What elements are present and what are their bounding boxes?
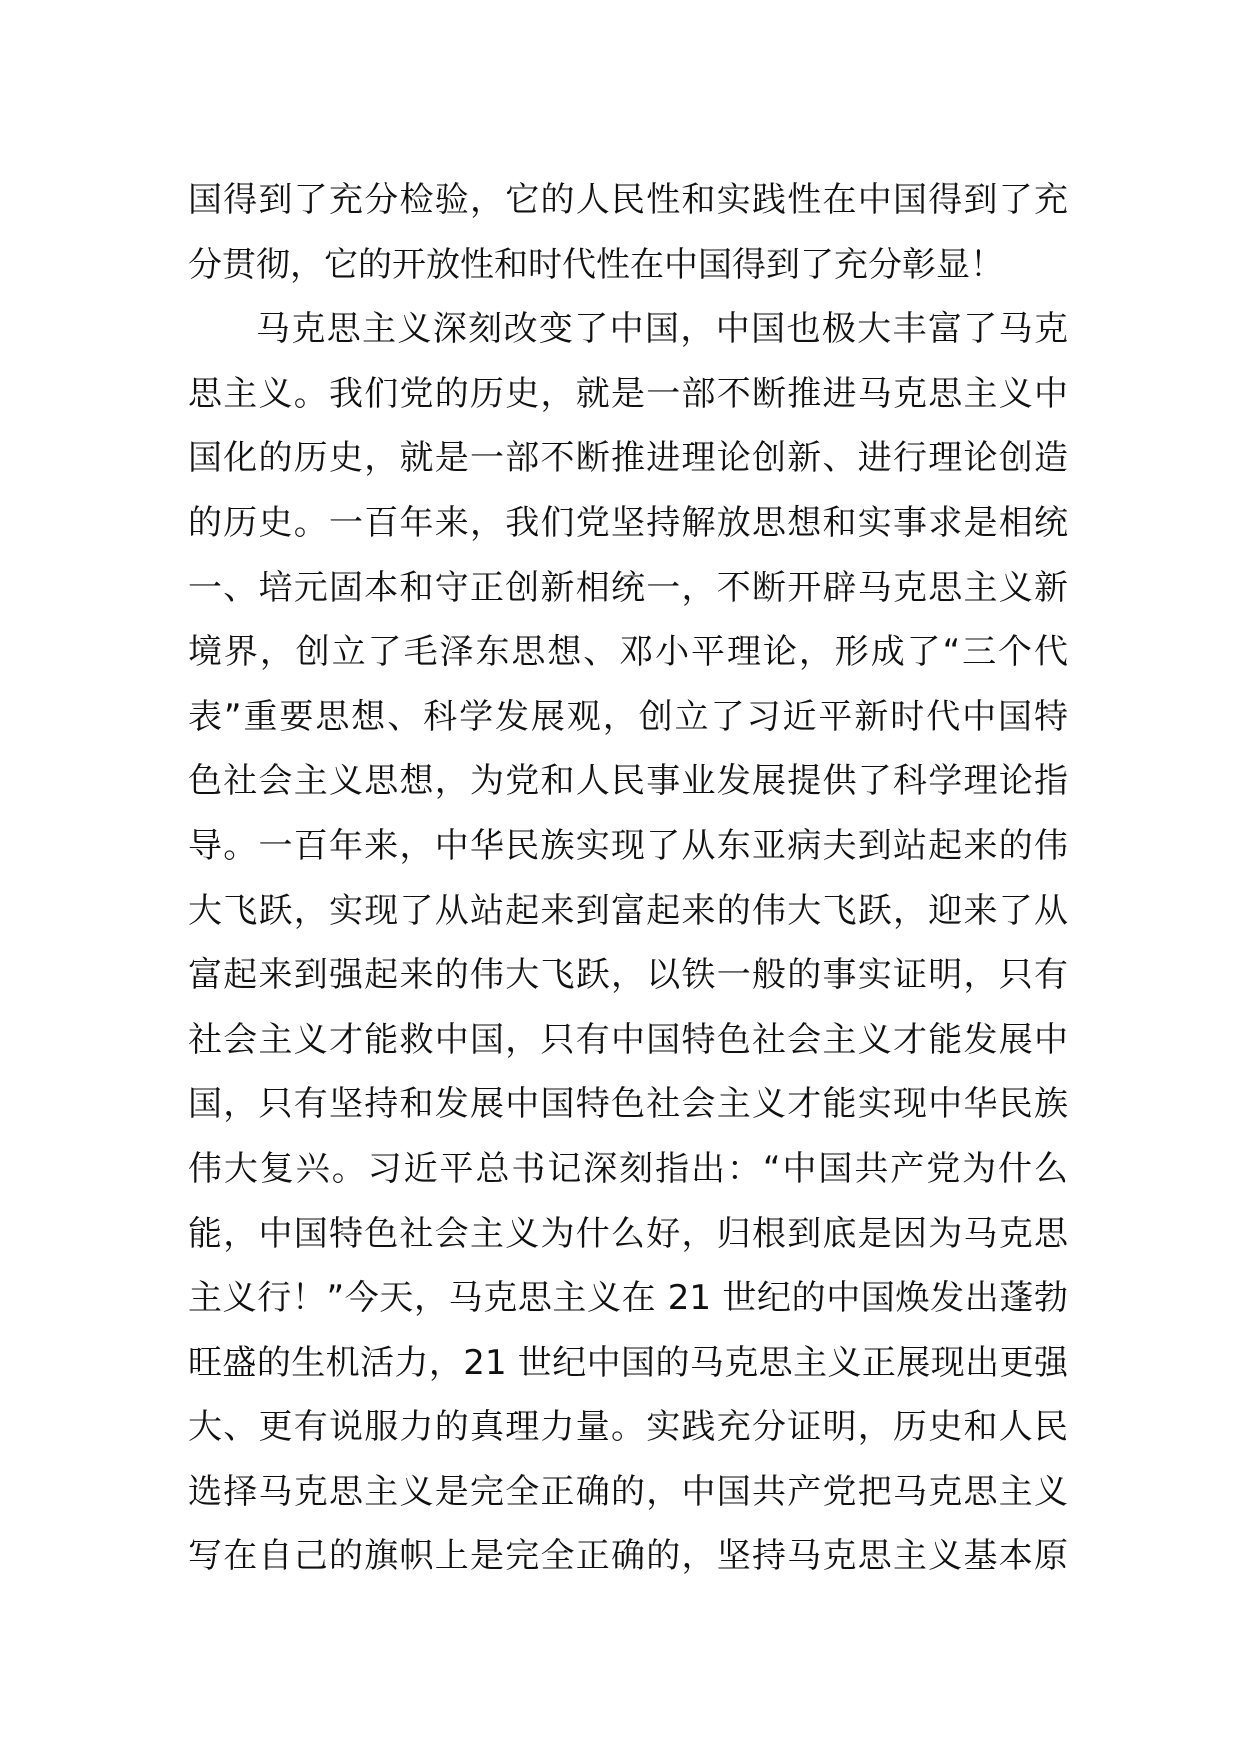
text-line: 一、培元固本和守正创新相统一，不断开辟马克思主义新 <box>188 567 1068 608</box>
text-line: 伟大复兴。习近平总书记深刻指出：“中国共产党为什么 <box>188 1148 1068 1189</box>
text-line: 富起来到强起来的伟大飞跃，以铁一般的事实证明，只有 <box>188 955 1068 996</box>
text-line: 选择马克思主义是完全正确的，中国共产党把马克思主义 <box>188 1471 1068 1512</box>
body-text <box>188 168 1068 1589</box>
text-line: 国，只有坚持和发展中国特色社会主义才能实现中华民族 <box>188 1084 1068 1125</box>
text-line: 表”重要思想、科学发展观，创立了习近平新时代中国特 <box>188 696 1068 737</box>
text-line: 大、更有说服力的真理力量。实践充分证明，历史和人民 <box>188 1407 1068 1448</box>
text-line: 的历史。一百年来，我们党坚持解放思想和实事求是相统 <box>188 502 1068 543</box>
text-line: 导。一百年来，中华民族实现了从东亚病夫到站起来的伟 <box>188 825 1068 866</box>
text-line: 思主义。我们党的历史，就是一部不断推进马克思主义中 <box>188 373 1068 414</box>
text-line: 分贯彻，它的开放性和时代性在中国得到了充分彰显！ <box>188 244 1004 285</box>
text-line: 国化的历史，就是一部不断推进理论创新、进行理论创造 <box>188 438 1068 479</box>
text-line: 色社会主义思想，为党和人民事业发展提供了科学理论指 <box>188 761 1068 802</box>
text-line: 写在自己的旗帜上是完全正确的，坚持马克思主义基本原 <box>188 1536 1068 1577</box>
paragraph-first-line: 马克思主义深刻改变了中国，中国也极大丰富了马克 <box>256 309 1068 350</box>
text-line: 能，中国特色社会主义为什么好，归根到底是因为马克思 <box>188 1213 1068 1254</box>
text-line: 主义行！”今天，马克思主义在 21 世纪的中国焕发出蓬勃 <box>188 1278 1068 1319</box>
text-line: 大飞跃，实现了从站起来到富起来的伟大飞跃，迎来了从 <box>188 890 1068 931</box>
text-line: 旺盛的生机活力，21 世纪中国的马克思主义正展现出更强 <box>188 1342 1068 1383</box>
text-line: 境界，创立了毛泽东思想、邓小平理论，形成了“三个代 <box>188 632 1068 673</box>
text-line: 社会主义才能救中国，只有中国特色社会主义才能发展中 <box>188 1019 1068 1060</box>
text-line: 国得到了充分检验，它的人民性和实践性在中国得到了充 <box>188 180 1068 220</box>
